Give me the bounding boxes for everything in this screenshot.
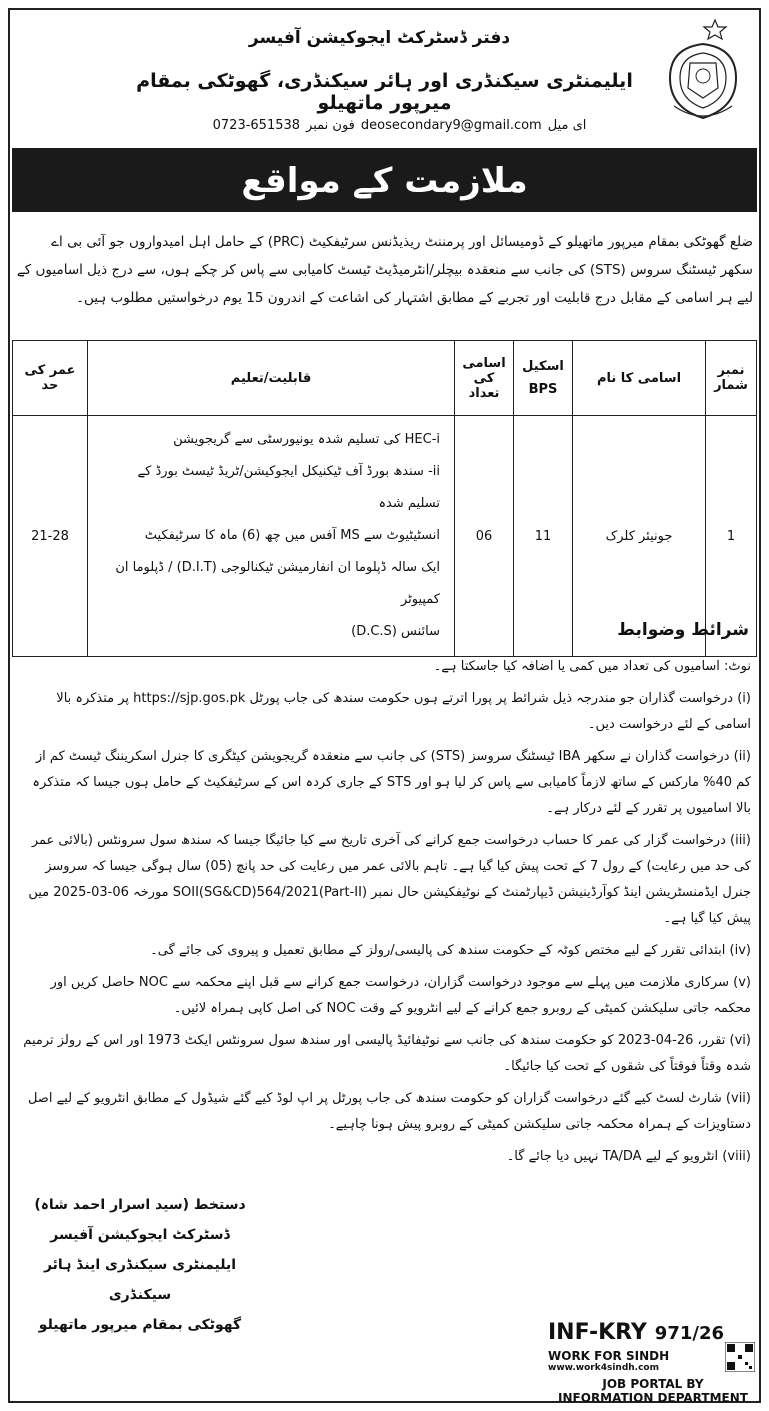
terms-list [18, 654, 751, 1176]
email-label: ای میل [547, 118, 587, 133]
header-age: عمر کی حد [13, 341, 88, 416]
terms-item: (v) سرکاری ملازمت میں پہلے سے موجود درخواست گزاران، درخواست جمع کرانے سے قبل اپنے محکمہ سے NOC حاصل کریں اور محکمہ جاتی سلیکشن کمیٹی کے روبرو جمع کرانے کے لیے انٹرویو کے وقت NOC کی اصل کاپی ہمراہ لائیں۔ [50, 975, 751, 1016]
signature-line [20, 1190, 260, 1220]
signature-label: دستخط [193, 1197, 246, 1213]
qualification-line: سائنس (D.C.S) [351, 624, 440, 639]
brand-url: www.work4sindh.com [548, 1363, 659, 1373]
job-opportunities-banner: ملازمت کے مواقع [12, 148, 757, 212]
cell-count: 06 [455, 416, 514, 657]
intro-paragraph: ضلع گھوٹکی بمقام میرپور ماتھیلو کے ڈومیسائل اور پرمننٹ ریذیڈنس سرٹیفکیٹ (PRC) کے حامل اہل امیدواروں جو آئی بی اے سکھر ٹیسٹنگ سروس (STS) کی جانب سے منعقدہ بیچلر/انٹرمیڈیٹ ٹیسٹ کامیابی سے پاس کر چکے ہوں، سے درج ذیل اسامیوں کے لیے ہر اسامی کے مقابل درج قابلیت اور تجربے کے مطابق اشتہار کی اشاعت کے اندرون 15 یوم درخواستیں مطلوب ہیں۔ [16, 234, 753, 306]
terms-item: (iii) درخواست گزار کی عمر کا حساب درخواست جمع کرانے کی آخری تاریخ سے کیا جائیگا جیسا کہ سندھ سول سرونٹس (بالائی عمر کی حد میں رعایت) کے رول 7 کے تحت پیش کیا گیا ہے۔ تاہم بالائی عمر میں رعایت کی حد پانچ (05) سال ہوگی جیسا کہ سروسز جنرل ایڈمنسٹریشن اینڈ کوآرڈینیشن ڈیپارٹمنٹ کے نوٹیفکیشن حال نمبر SOII(SG&CD)564/2021(Part-II) مورخہ 06-03-2025 میں پیش کیا گیا ہے۔ [28, 833, 751, 926]
qualification-line: ii- سندھ بورڈ آف ٹیکنیکل ایجوکیشن/ٹریڈ ٹیسٹ بورڈ کے تسلیم شدہ [137, 464, 440, 511]
terms-item: (ii) درخواست گذاران نے سکھر IBA ٹیسٹنگ سروسز (STS) کی جانب سے منعقدہ گریجویشن کیٹگری کا جنرل اسکریننگ ٹیسٹ کم از کم 40% مارکس کے ساتھ لازماً کامیابی سے پاس کر لیا ہو اور STS کے جاری کردہ اس کے سرٹیفکیٹ کے حامل ہوں جیسا کہ متذکرہ بالا اسامیوں پر تقرر کے لئے درکار ہے۔ [32, 749, 751, 816]
terms-item: (i) درخواست گذاران جو مندرجہ ذیل شرائط پر پورا اترتے ہوں حکومت سندھ کی جاب پورٹل https://sjp.gos.pk پر متذکرہ بالا اسامی کے لئے درخواست دیں۔ [56, 691, 751, 732]
header-scale [514, 341, 573, 416]
contact-line [180, 118, 619, 133]
signatory-office-line2: گھوٹکی بمقام میرپور ماتھیلو [38, 1317, 242, 1333]
qualification-line: HEC-i کی تسلیم شدہ یونیورسٹی سے گریجویشن [173, 432, 440, 447]
signatory-designation: ڈسٹرکٹ ایجوکیشن آفیسر [50, 1227, 230, 1243]
reference-prefix: INF-KRY [548, 1320, 647, 1345]
cell-scale: 11 [514, 416, 573, 657]
portal-credit [548, 1377, 758, 1405]
table-header-row [13, 341, 757, 416]
cell-post: جونیئر کلرک [573, 416, 706, 657]
cell-age: 21-28 [13, 416, 88, 657]
department-title: ایلیمنٹری سیکنڈری اور ہائر سیکنڈری، گھوٹکی بمقام میرپور ماتھیلو [136, 70, 633, 114]
header-scale-label: اسکیل [522, 359, 564, 374]
qualification-line: انسٹیٹیوٹ سے MS آفس میں چھ (6) ماہ کا سرٹیفکیٹ [144, 528, 440, 543]
qr-code-icon [725, 1342, 755, 1372]
signatory-name: (سید اسرار احمد شاہ) [34, 1197, 190, 1213]
header-qualification: قابلیت/تعلیم [88, 341, 455, 416]
email-address: deosecondary9@gmail.com [360, 118, 542, 133]
header-serial: نمبر شمار [706, 341, 757, 416]
signature-block [20, 1190, 260, 1340]
phone-number: 0723-651538 [212, 118, 301, 133]
office-title: دفتر ڈسٹرکٹ ایجوکیشن آفیسر [248, 28, 511, 48]
cell-serial: 1 [706, 416, 757, 657]
signatory-office-line1: ایلیمنٹری سیکنڈری اینڈ ہائر سیکنڈری [43, 1257, 237, 1303]
header-count: اسامی کی تعداد [455, 341, 514, 416]
cell-qualification [88, 416, 455, 657]
reference-number: 971/26 [654, 1323, 724, 1344]
vacancy-table [12, 340, 757, 657]
terms-item: (vii) شارٹ لسٹ کیے گئے درخواست گزاران کو حکومت سندھ کی جاب پورٹل پر اپ لوڈ کیے گئے شیڈول کے مطابق انٹرویو کے لیے اصل دستاویزات کے ہمراہ محکمہ جاتی سلیکشن کمیٹی کے روبرو پیش ہونا چاہیے۔ [27, 1091, 751, 1132]
portal-line2: INFORMATION DEPARTMENT [558, 1391, 748, 1405]
terms-title: شرائط وضوابط [617, 620, 749, 640]
terms-item: (vi) تقرر، 26-04-2023 کو حکومت سندھ کی جانب سے نوٹیفائیڈ پالیسی اور سندھ سول سرونٹس ایکٹ 1973 اور اس کے رولز ترمیم شدہ وقتاً فوقتاً کی شقوں کے تحت کیا جائیگا۔ [23, 1033, 751, 1074]
phone-label: فون نمبر [306, 118, 355, 133]
header-post: اسامی کا نام [573, 341, 706, 416]
sindh-government-emblem-icon [660, 18, 746, 126]
qualification-line: ایک سالہ ڈپلوما ان انفارمیشن ٹیکنالوجی (D.I.T) / ڈپلوما ان کمپیوٹر [115, 560, 440, 607]
terms-item: (viii) انٹرویو کے لیے TA/DA نہیں دیا جائے گا۔ [506, 1149, 751, 1164]
header-scale-sub: BPS [528, 382, 558, 397]
terms-item: نوٹ: اسامیوں کی تعداد میں کمی یا اضافہ کیا جاسکتا ہے۔ [433, 659, 751, 674]
terms-item: (iv) ابتدائی تقرر کے لیے مختص کوٹہ کے حکومت سندھ کی پالیسی/رولز کے مطابق تعمیل و پیروی کی جائے گی۔ [150, 943, 751, 958]
portal-line1: JOB PORTAL BY [602, 1377, 704, 1391]
brand-name: WORK FOR SINDH [548, 1349, 670, 1363]
